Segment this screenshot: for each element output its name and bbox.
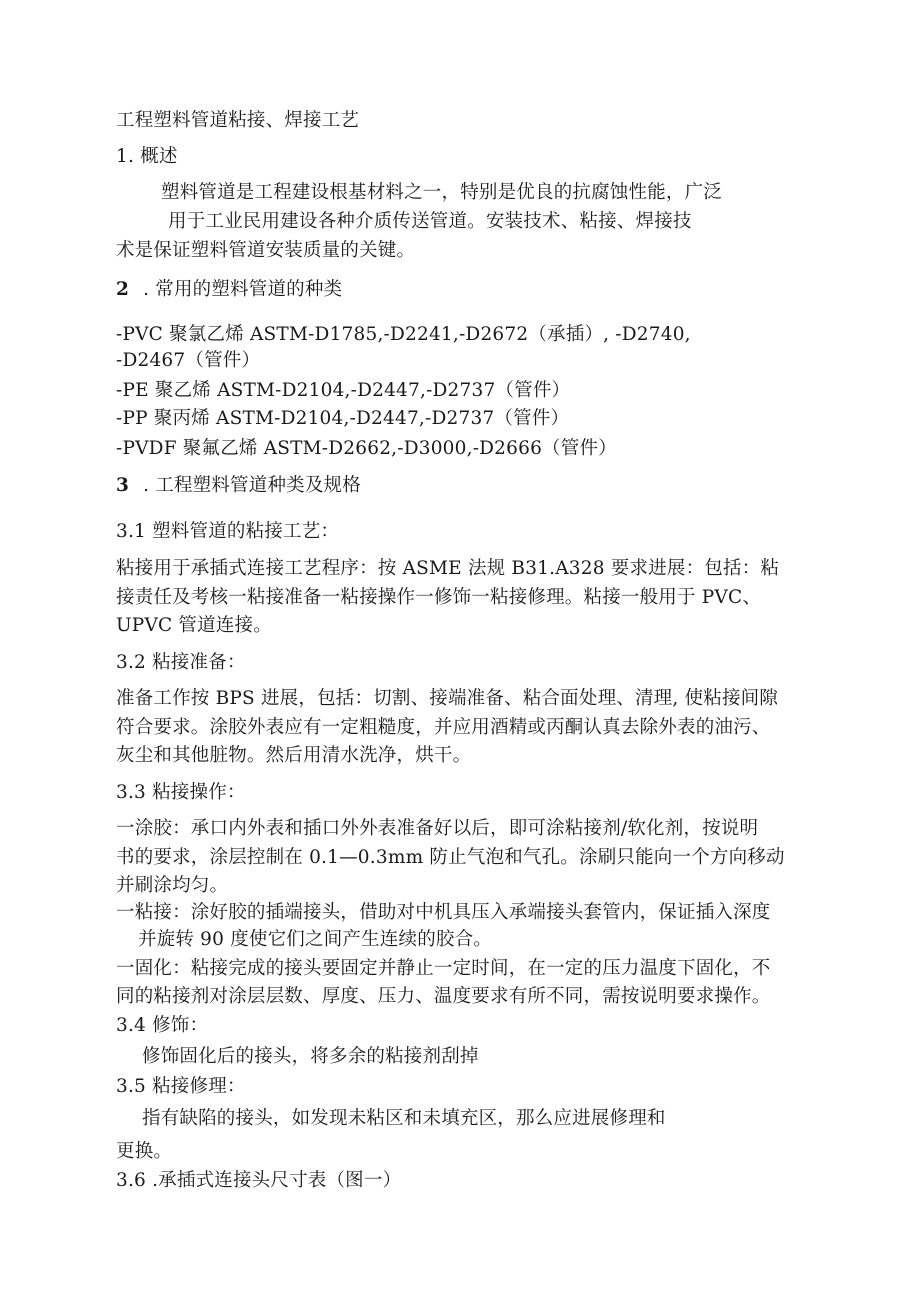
pipe-type-item: -PVC 聚氯乙烯 ASTM-D1785,-D2241,-D2672（承插）, -D2740, bbox=[116, 324, 691, 345]
section-3-3-line: 一固化：粘接完成的接头要固定并静止一定时间，在一定的压力温度下固化，不 bbox=[116, 958, 771, 979]
section-3-2-line: 符合要求。涂胶外表应有一定粗糙度，并应用酒精或丙酮认真去除外表的油污、 bbox=[116, 717, 771, 738]
section-3-1-heading: 3.1 塑料管道的粘接工艺： bbox=[116, 521, 340, 542]
section-2-number: 2 bbox=[116, 279, 130, 300]
section-3-2-heading: 3.2 粘接准备： bbox=[116, 652, 246, 673]
section-3-3-line: 同的粘接剂对涂层层数、厚度、压力、温度要求有所不同，需按说明要求操作。 bbox=[116, 986, 771, 1007]
section-3-1-line: 粘接用于承插式连接工艺程序：按 ASME 法规 B31.A328 要求进展：包括：粘 bbox=[116, 558, 780, 579]
section-3-3-line: 一涂胶：承口内外表和插口外外表准备好以后，即可涂粘接剂/软化剂，按说明 bbox=[116, 818, 759, 839]
section-3-title: . 工程塑料管道种类及规格 bbox=[143, 475, 361, 496]
section-2-heading bbox=[116, 277, 342, 303]
section-3-2-line: 灰尘和其他脏物。然后用清水洗净，烘干。 bbox=[116, 745, 472, 766]
section-3-1-line: UPVC 管道连接。 bbox=[116, 615, 272, 636]
section-1-paragraph-line: 用于工业民用建设各种介质传送管道。安装技术、粘接、焊接技 bbox=[168, 211, 692, 232]
section-3-4-text: 修饰固化后的接头，将多余的粘接剂刮掉 bbox=[142, 1046, 479, 1067]
section-3-4-heading: 3.4 修饰： bbox=[116, 1015, 209, 1036]
section-3-number: 3 bbox=[116, 475, 130, 496]
section-3-3-line: 书的要求，涂层控制在 0.1—0.3mm 防止气泡和气孔。涂刷只能向一个方向移动 bbox=[116, 847, 785, 868]
section-3-2-line: 准备工作按 BPS 进展，包括：切割、接端准备、粘合面处理、清理, 使粘接间隙 bbox=[116, 688, 779, 709]
section-3-3-line: 一粘接：涂好胶的插端接头，借助对中机具压入承端接头套管内，保证插入深度 bbox=[116, 902, 771, 923]
section-1-paragraph-line: 塑料管道是工程建设根基材料之一，特别是优良的抗腐蚀性能，广泛 bbox=[161, 182, 723, 203]
pipe-type-item: -PE 聚乙烯 ASTM-D2104,-D2447,-D2737（管件） bbox=[116, 380, 571, 401]
pipe-type-item: -PVDF 聚氟乙烯 ASTM-D2662,-D3000,-D2666（管件） bbox=[116, 438, 617, 459]
section-1-heading: 1. 概述 bbox=[116, 146, 178, 167]
document-title: 工程塑料管道粘接、焊接工艺 bbox=[116, 110, 360, 131]
section-3-6-heading: 3.6 .承插式连接头尺寸表（图一） bbox=[116, 1170, 402, 1191]
section-3-3-line: 并旋转 90 度使它们之间产生连续的胶合。 bbox=[138, 929, 493, 950]
section-3-heading bbox=[116, 473, 361, 499]
section-3-1-line: 接责任及考核一粘接准备一粘接操作一修饰一粘接修理。粘接一般用于 PVC、 bbox=[116, 587, 762, 608]
section-3-3-line: 并刷涂均匀。 bbox=[116, 875, 229, 896]
pipe-type-item: -PP 聚丙烯 ASTM-D2104,-D2447,-D2737（管件） bbox=[116, 408, 570, 429]
section-2-title: . 常用的塑料管道的种类 bbox=[143, 279, 343, 300]
section-3-5-heading: 3.5 粘接修理： bbox=[116, 1076, 246, 1097]
pipe-type-item: -D2467（管件） bbox=[116, 350, 261, 371]
section-3-5-line: 指有缺陷的接头，如发现未粘区和未填充区，那么应进展修理和 bbox=[142, 1108, 666, 1129]
section-1-paragraph-line: 术是保证塑料管道安装质量的关键。 bbox=[116, 240, 416, 261]
section-3-3-heading: 3.3 粘接操作： bbox=[116, 782, 246, 803]
section-3-5-line: 更换。 bbox=[116, 1141, 173, 1162]
